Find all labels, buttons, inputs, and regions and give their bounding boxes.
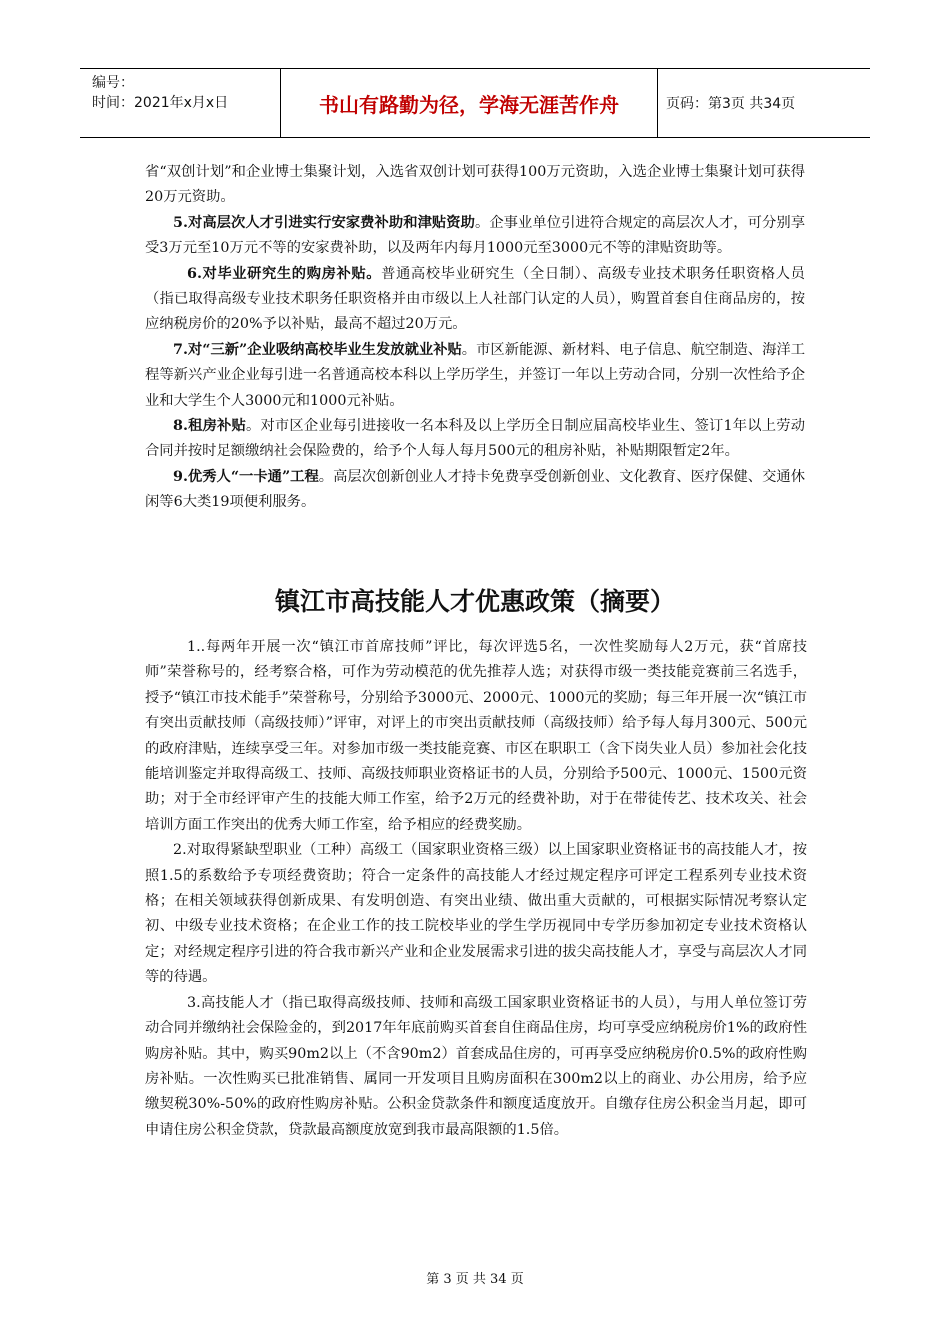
header-motto: 书山有路勤为径，学海无涯苦作舟 (281, 69, 658, 137)
item-5-title: 5.对高层次人才引进实行安家费补助和津贴资助 (173, 214, 475, 231)
paragraph-item-6 (145, 262, 805, 338)
paragraph-item-8 (145, 414, 805, 465)
paragraph-skill-3: 3.高技能人才（指已取得高级技师、技师和高级工国家职业资格证书的人员），与用人单位签订劳动合同并缴纳社会保险金的，到2017年年底前购买首套自住商品住房，均可享受应纳税房价1%的政府性购房补贴。其中，购买90m2以上（不含90m2）首套成品住房的，可再享受应纳税房价0.5%的政府性购房补贴。一次性购买已批准销售、属同一开发项目且购房面积在300m2以上的商业、办公用房，给予应缴契税30%-50%的政府性购房补贴。公积金贷款条件和额度适度放开。自缴存住房公积金当月起，即可申请住房公积金贷款，贷款最高额度放宽到我市最高限额的1.5倍。 (145, 994, 807, 1138)
paragraph-item-9 (145, 465, 805, 516)
header-meta (80, 69, 281, 137)
item-8-body: 。对市区企业每引进接收一名本科及以上学历全日制应届高校毕业生、签订1年以上劳动合同并按时足额缴纳社会保险费的，给予个人每人每月500元的租房补贴，补贴期限暂定2年。 (145, 418, 805, 460)
paragraph-continued: 省“双创计划”和企业博士集聚计划，入选省双创计划可获得100万元资助，入选企业博士集聚计划可获得20万元资助。 (145, 164, 805, 206)
item-9-body: 。高层次创新创业人才持卡免费享受创新创业、文化教育、医疗保健、交通休闲等6大类19项便利服务。 (145, 468, 806, 511)
section-title: 镇江市高技能人才优惠政策（摘要） (274, 587, 675, 616)
page-footer: 第 3 页 共 34 页 (426, 1272, 524, 1287)
item-5-body: 。企事业单位引进符合规定的高层次人才，可分别享受3万元至10万元不等的安家费补助，以及两年内每月1000元至3000元不等的津贴资助等。 (145, 214, 805, 257)
paragraph-item-7 (145, 338, 805, 414)
header-number: 编号： (92, 75, 134, 91)
section-skilled-talent-policies (145, 635, 807, 1143)
item-7-body: 。市区新能源、新材料、电子信息、航空制造、海洋工程等新兴产业企业每引进一名普通高校本科以上学历学生，并签订一年以上劳动合同，分别一次性给予企业和大学生个人3000元和1000元补贴。 (145, 341, 806, 409)
page-header (80, 68, 870, 138)
paragraph-skill-1: 1..每两年开展一次“镇江市首席技师”评比，每次评选5名，一次性奖励每人2万元，获“首席技师”荣誉称号的，经考察合格，可作为劳动模范的优先推荐人选；对获得市级一类技能竞赛前三名选手，授予“镇江市技术能手”荣誉称号，分别给予3000元、2000元、1000元的奖励；每三年开展一次“镇江市有突出贡献技师（高级技师）”评审，对评上的市突出贡献技师（高级技师）给予每人每月300元、500元的政府津贴，连续享受三年。对参加市级一类技能竞赛、市区在职职工（含下岗失业人员）参加社会化技能培训鉴定并取得高级工、技师、高级技师职业资格证书的人员，分别给予500元、1000元、1500元资助；对于全市经评审产生的技能大师工作室，给予2万元的经费补助，对于在带徒传艺、技术攻关、社会培训方面工作突出的优秀大师工作室，给予相应的经费奖励。 (145, 639, 807, 833)
section-talent-policies (145, 160, 805, 516)
paragraph-skill-2: 2.对取得紧缺型职业（工种）高级工（国家职业资格三级）以上国家职业资格证书的高技能人才，按照1.5的系数给予专项经费资助；符合一定条件的高技能人才经过规定程序可评定工程系列专业技术资格；在相关领域获得创新成果、有发明创造、有突出业绩、做出重大贡献的，可根据实际情况考察认定初、中级专业技术资格；在企业工作的技工院校毕业的学生学历视同中专学历参加初定专业技术资格认定；对经规定程序引进的符合我市新兴产业和企业发展需求引进的拔尖高技能人才，享受与高层次人才同等的待遇。 (145, 842, 807, 986)
header-time: 时间：2021年x月x日 (92, 95, 229, 111)
item-6-title: 6.对毕业研究生的购房补贴。 (187, 265, 382, 282)
paragraph-item-5 (145, 211, 805, 262)
item-6-body: 普通高校毕业研究生（全日制）、高级专业技术职务任职资格人员（指已取得高级专业技术职务任职资格并由市级以上人社部门认定的人员），购置首套自住商品房的，按应纳税房价的20%予以补贴，最高不超过20万元。 (145, 265, 805, 333)
item-9-title: 9.优秀人“一卡通”工程 (173, 468, 319, 485)
header-page-info: 页码：第3页 共34页 (666, 96, 796, 112)
item-8-title: 8.租房补贴 (173, 418, 246, 435)
item-7-title: 7.对“三新”企业吸纳高校毕业生发放就业补贴 (173, 341, 462, 358)
